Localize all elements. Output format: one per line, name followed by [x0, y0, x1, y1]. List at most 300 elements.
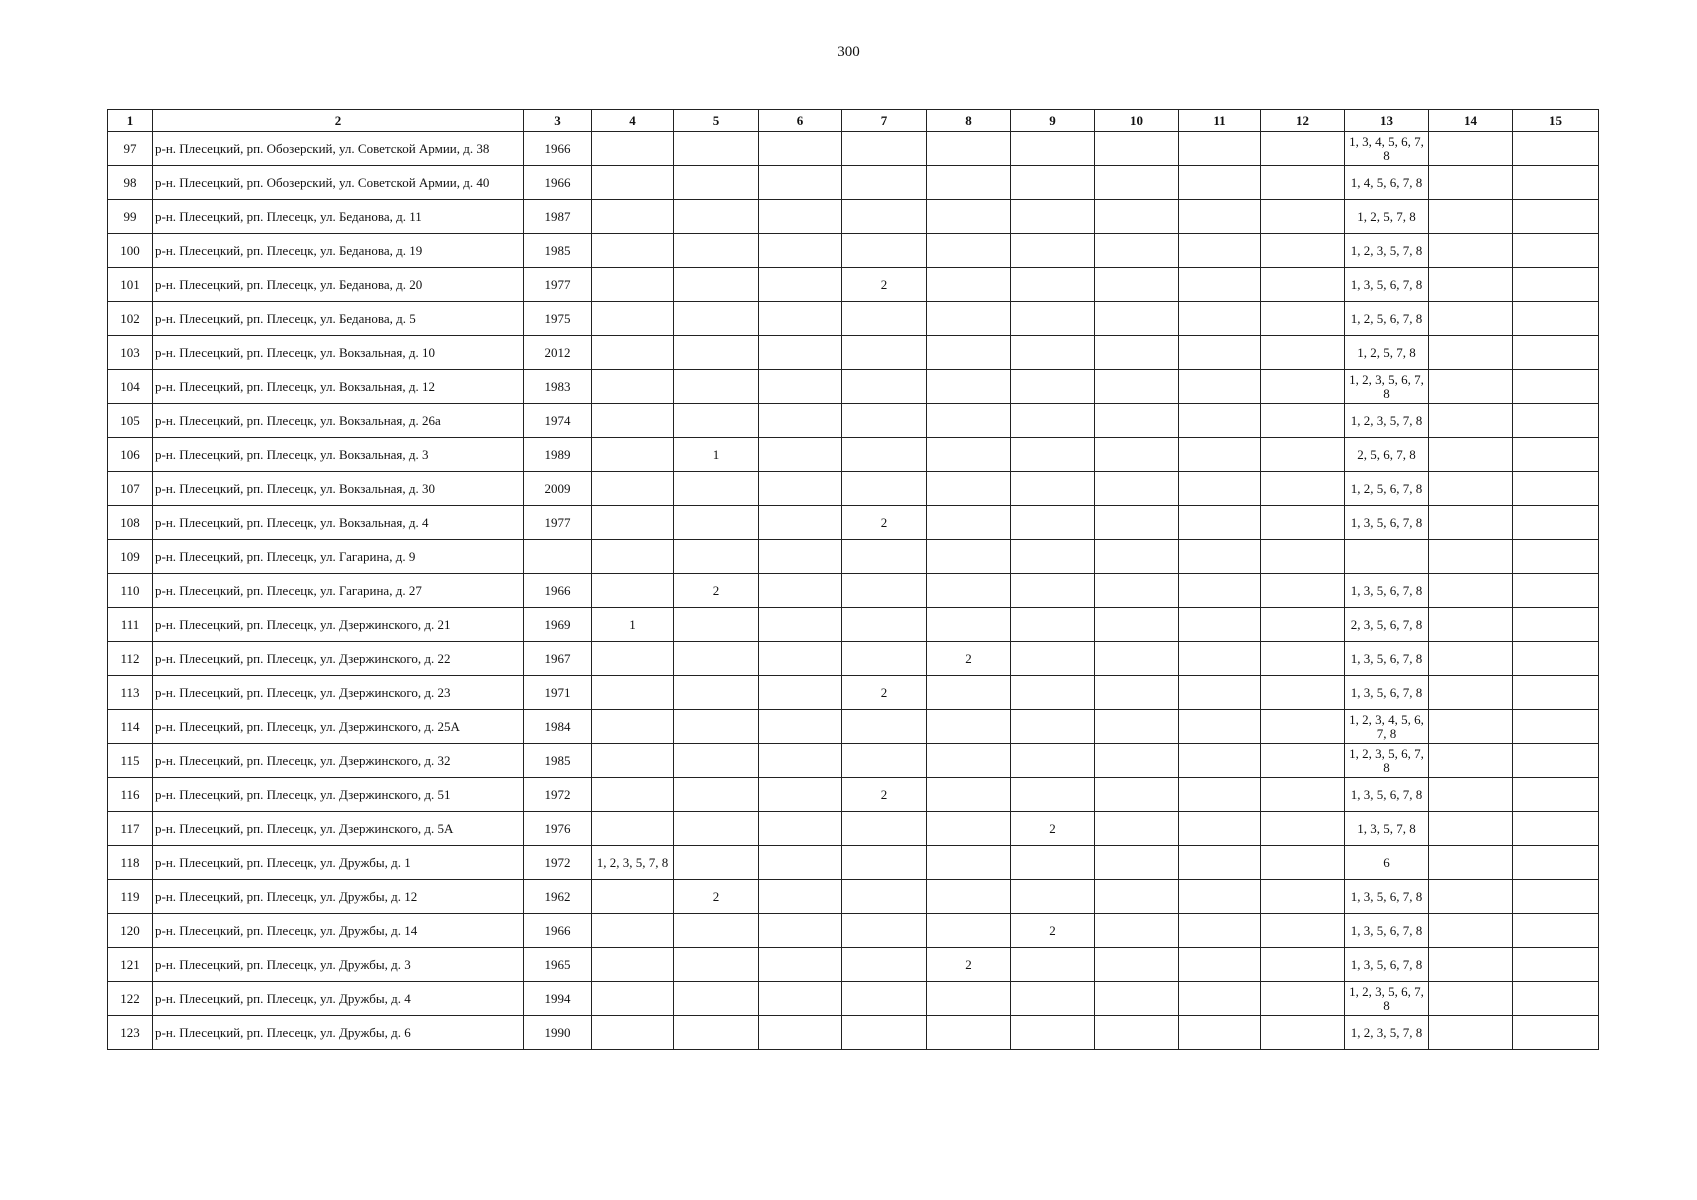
col10-cell	[1095, 812, 1179, 846]
col9-cell	[1011, 268, 1095, 302]
col14-cell	[1429, 200, 1513, 234]
row-number-cell: 98	[108, 166, 153, 200]
col10-cell	[1095, 370, 1179, 404]
col14-cell	[1429, 370, 1513, 404]
col14-cell	[1429, 710, 1513, 744]
col4-cell	[592, 506, 674, 540]
col12-cell	[1261, 234, 1345, 268]
col12-cell	[1261, 506, 1345, 540]
col5-cell	[674, 302, 759, 336]
table-row	[108, 710, 1599, 744]
col8-cell	[927, 1016, 1011, 1050]
address-cell: р-н. Плесецкий, рп. Плесецк, ул. Вокзальная, д. 10	[153, 336, 524, 370]
row-number-cell: 106	[108, 438, 153, 472]
col13-cell	[1345, 540, 1429, 574]
year-cell: 1962	[524, 880, 592, 914]
col10-cell	[1095, 710, 1179, 744]
address-cell: р-н. Плесецкий, рп. Плесецк, ул. Беданова, д. 11	[153, 200, 524, 234]
col15-cell	[1513, 846, 1599, 880]
col9-cell	[1011, 336, 1095, 370]
col5-cell	[674, 370, 759, 404]
col9-cell	[1011, 642, 1095, 676]
col8-cell	[927, 302, 1011, 336]
col8-cell	[927, 166, 1011, 200]
column-header: 15	[1513, 110, 1599, 132]
col7-cell	[842, 744, 927, 778]
col10-cell	[1095, 438, 1179, 472]
col10-cell	[1095, 540, 1179, 574]
col7-cell	[842, 200, 927, 234]
year-cell: 1972	[524, 778, 592, 812]
col12-cell	[1261, 846, 1345, 880]
col14-cell	[1429, 608, 1513, 642]
row-number-cell: 102	[108, 302, 153, 336]
col8-cell	[927, 778, 1011, 812]
col11-cell	[1179, 132, 1261, 166]
year-cell: 1966	[524, 574, 592, 608]
column-header: 6	[759, 110, 842, 132]
col12-cell	[1261, 982, 1345, 1016]
row-number-cell: 116	[108, 778, 153, 812]
col11-cell	[1179, 574, 1261, 608]
col14-cell	[1429, 336, 1513, 370]
col5-cell	[674, 200, 759, 234]
row-number-cell: 123	[108, 1016, 153, 1050]
column-header: 14	[1429, 110, 1513, 132]
table-row	[108, 234, 1599, 268]
col13-cell: 1, 2, 5, 6, 7, 8	[1345, 472, 1429, 506]
col11-cell	[1179, 234, 1261, 268]
page-number: 300	[837, 44, 860, 60]
col5-cell: 2	[674, 880, 759, 914]
housing-table	[107, 109, 1599, 1050]
address-cell: р-н. Плесецкий, рп. Плесецк, ул. Беданова, д. 5	[153, 302, 524, 336]
year-cell: 1977	[524, 506, 592, 540]
col9-cell	[1011, 404, 1095, 438]
row-number-cell: 107	[108, 472, 153, 506]
col11-cell	[1179, 540, 1261, 574]
col6-cell	[759, 336, 842, 370]
col13-cell: 1, 2, 5, 7, 8	[1345, 336, 1429, 370]
col9-cell: 2	[1011, 914, 1095, 948]
table-row	[108, 302, 1599, 336]
col15-cell	[1513, 778, 1599, 812]
col9-cell	[1011, 982, 1095, 1016]
row-number-cell: 105	[108, 404, 153, 438]
col15-cell	[1513, 1016, 1599, 1050]
col9-cell	[1011, 472, 1095, 506]
col6-cell	[759, 676, 842, 710]
year-cell: 1989	[524, 438, 592, 472]
col8-cell	[927, 744, 1011, 778]
col14-cell	[1429, 982, 1513, 1016]
col10-cell	[1095, 268, 1179, 302]
address-cell: р-н. Плесецкий, рп. Плесецк, ул. Вокзальная, д. 4	[153, 506, 524, 540]
col5-cell	[674, 540, 759, 574]
col10-cell	[1095, 404, 1179, 438]
col15-cell	[1513, 574, 1599, 608]
address-cell: р-н. Плесецкий, рп. Плесецк, ул. Вокзальная, д. 30	[153, 472, 524, 506]
col12-cell	[1261, 540, 1345, 574]
col10-cell	[1095, 778, 1179, 812]
col8-cell	[927, 506, 1011, 540]
col15-cell	[1513, 642, 1599, 676]
col12-cell	[1261, 132, 1345, 166]
col7-cell: 2	[842, 778, 927, 812]
col7-cell	[842, 914, 927, 948]
col13-cell: 6	[1345, 846, 1429, 880]
col4-cell	[592, 336, 674, 370]
table-row	[108, 472, 1599, 506]
col7-cell	[842, 132, 927, 166]
col12-cell	[1261, 268, 1345, 302]
col10-cell	[1095, 846, 1179, 880]
col12-cell	[1261, 336, 1345, 370]
col12-cell	[1261, 948, 1345, 982]
address-cell: р-н. Плесецкий, рп. Плесецк, ул. Гагарина, д. 9	[153, 540, 524, 574]
col7-cell	[842, 540, 927, 574]
col14-cell	[1429, 234, 1513, 268]
year-cell: 1969	[524, 608, 592, 642]
col7-cell	[842, 846, 927, 880]
col5-cell: 2	[674, 574, 759, 608]
year-cell: 1965	[524, 948, 592, 982]
col14-cell	[1429, 642, 1513, 676]
col15-cell	[1513, 744, 1599, 778]
col15-cell	[1513, 880, 1599, 914]
col14-cell	[1429, 132, 1513, 166]
col13-cell: 1, 2, 5, 7, 8	[1345, 200, 1429, 234]
col15-cell	[1513, 336, 1599, 370]
col14-cell	[1429, 574, 1513, 608]
col7-cell	[842, 710, 927, 744]
table-row	[108, 132, 1599, 166]
col6-cell	[759, 574, 842, 608]
col9-cell	[1011, 608, 1095, 642]
col4-cell	[592, 914, 674, 948]
col4-cell	[592, 404, 674, 438]
year-cell: 1994	[524, 982, 592, 1016]
col4-cell	[592, 812, 674, 846]
col15-cell	[1513, 370, 1599, 404]
col6-cell	[759, 234, 842, 268]
col6-cell	[759, 472, 842, 506]
col5-cell	[674, 914, 759, 948]
col6-cell	[759, 880, 842, 914]
col14-cell	[1429, 1016, 1513, 1050]
row-number-cell: 108	[108, 506, 153, 540]
address-cell: р-н. Плесецкий, рп. Плесецк, ул. Дружбы, д. 3	[153, 948, 524, 982]
column-header: 11	[1179, 110, 1261, 132]
col9-cell	[1011, 302, 1095, 336]
year-cell: 1974	[524, 404, 592, 438]
col12-cell	[1261, 812, 1345, 846]
col15-cell	[1513, 948, 1599, 982]
address-cell: р-н. Плесецкий, рп. Плесецк, ул. Дружбы, д. 6	[153, 1016, 524, 1050]
col6-cell	[759, 166, 842, 200]
col6-cell	[759, 1016, 842, 1050]
col5-cell	[674, 608, 759, 642]
col7-cell	[842, 642, 927, 676]
col4-cell	[592, 778, 674, 812]
table-row	[108, 948, 1599, 982]
col5-cell	[674, 506, 759, 540]
col7-cell	[842, 608, 927, 642]
col5-cell	[674, 166, 759, 200]
address-cell: р-н. Плесецкий, рп. Плесецк, ул. Дзержинского, д. 32	[153, 744, 524, 778]
col11-cell	[1179, 268, 1261, 302]
col14-cell	[1429, 302, 1513, 336]
col15-cell	[1513, 540, 1599, 574]
col4-cell	[592, 710, 674, 744]
table-row	[108, 914, 1599, 948]
col12-cell	[1261, 404, 1345, 438]
col10-cell	[1095, 948, 1179, 982]
col14-cell	[1429, 540, 1513, 574]
column-header: 10	[1095, 110, 1179, 132]
col14-cell	[1429, 880, 1513, 914]
table-row	[108, 608, 1599, 642]
row-number-cell: 119	[108, 880, 153, 914]
address-cell: р-н. Плесецкий, рп. Плесецк, ул. Вокзальная, д. 26а	[153, 404, 524, 438]
col4-cell: 1, 2, 3, 5, 7, 8	[592, 846, 674, 880]
table-header-row	[108, 110, 1599, 132]
col4-cell	[592, 1016, 674, 1050]
col6-cell	[759, 778, 842, 812]
col15-cell	[1513, 676, 1599, 710]
col10-cell	[1095, 1016, 1179, 1050]
address-cell: р-н. Плесецкий, рп. Плесецк, ул. Дзержинского, д. 51	[153, 778, 524, 812]
col14-cell	[1429, 676, 1513, 710]
address-cell: р-н. Плесецкий, рп. Плесецк, ул. Дзержинского, д. 5А	[153, 812, 524, 846]
col13-cell: 1, 2, 3, 5, 7, 8	[1345, 234, 1429, 268]
col5-cell: 1	[674, 438, 759, 472]
col14-cell	[1429, 404, 1513, 438]
column-header: 12	[1261, 110, 1345, 132]
col10-cell	[1095, 506, 1179, 540]
column-header: 7	[842, 110, 927, 132]
address-cell: р-н. Плесецкий, рп. Плесецк, ул. Гагарина, д. 27	[153, 574, 524, 608]
table-row	[108, 404, 1599, 438]
address-cell: р-н. Плесецкий, рп. Плесецк, ул. Беданова, д. 20	[153, 268, 524, 302]
col5-cell	[674, 744, 759, 778]
col6-cell	[759, 404, 842, 438]
year-cell: 1972	[524, 846, 592, 880]
col5-cell	[674, 982, 759, 1016]
row-number-cell: 110	[108, 574, 153, 608]
col14-cell	[1429, 778, 1513, 812]
year-cell: 1967	[524, 642, 592, 676]
year-cell: 1990	[524, 1016, 592, 1050]
row-number-cell: 97	[108, 132, 153, 166]
row-number-cell: 113	[108, 676, 153, 710]
col11-cell	[1179, 948, 1261, 982]
col6-cell	[759, 438, 842, 472]
col11-cell	[1179, 404, 1261, 438]
col4-cell	[592, 540, 674, 574]
address-cell: р-н. Плесецкий, рп. Плесецк, ул. Беданова, д. 19	[153, 234, 524, 268]
col14-cell	[1429, 744, 1513, 778]
col10-cell	[1095, 914, 1179, 948]
col13-cell: 1, 3, 5, 6, 7, 8	[1345, 948, 1429, 982]
year-cell: 1966	[524, 166, 592, 200]
col15-cell	[1513, 200, 1599, 234]
col11-cell	[1179, 506, 1261, 540]
col9-cell	[1011, 710, 1095, 744]
col11-cell	[1179, 472, 1261, 506]
year-cell	[524, 540, 592, 574]
col8-cell	[927, 914, 1011, 948]
col7-cell: 2	[842, 268, 927, 302]
table-row	[108, 268, 1599, 302]
col4-cell	[592, 472, 674, 506]
col6-cell	[759, 846, 842, 880]
col13-cell: 1, 3, 5, 6, 7, 8	[1345, 574, 1429, 608]
row-number-cell: 111	[108, 608, 153, 642]
col7-cell	[842, 1016, 927, 1050]
col15-cell	[1513, 982, 1599, 1016]
col9-cell	[1011, 132, 1095, 166]
col13-cell: 1, 3, 5, 6, 7, 8	[1345, 880, 1429, 914]
col6-cell	[759, 608, 842, 642]
column-header: 1	[108, 110, 153, 132]
col5-cell	[674, 132, 759, 166]
table-row	[108, 642, 1599, 676]
column-header: 8	[927, 110, 1011, 132]
col9-cell	[1011, 948, 1095, 982]
year-cell: 1985	[524, 234, 592, 268]
table-row	[108, 370, 1599, 404]
col8-cell	[927, 336, 1011, 370]
col10-cell	[1095, 336, 1179, 370]
col8-cell	[927, 676, 1011, 710]
col5-cell	[674, 642, 759, 676]
col5-cell	[674, 404, 759, 438]
col9-cell	[1011, 1016, 1095, 1050]
col6-cell	[759, 982, 842, 1016]
col14-cell	[1429, 472, 1513, 506]
address-cell: р-н. Плесецкий, рп. Плесецк, ул. Вокзальная, д. 12	[153, 370, 524, 404]
col8-cell	[927, 812, 1011, 846]
col11-cell	[1179, 982, 1261, 1016]
col8-cell	[927, 132, 1011, 166]
col8-cell	[927, 234, 1011, 268]
col8-cell	[927, 404, 1011, 438]
address-cell: р-н. Плесецкий, рп. Плесецк, ул. Дружбы, д. 14	[153, 914, 524, 948]
col4-cell	[592, 744, 674, 778]
col13-cell: 1, 4, 5, 6, 7, 8	[1345, 166, 1429, 200]
year-cell: 1985	[524, 744, 592, 778]
col15-cell	[1513, 234, 1599, 268]
row-number-cell: 114	[108, 710, 153, 744]
col11-cell	[1179, 642, 1261, 676]
col8-cell	[927, 608, 1011, 642]
col15-cell	[1513, 302, 1599, 336]
col8-cell	[927, 880, 1011, 914]
col4-cell	[592, 268, 674, 302]
address-cell: р-н. Плесецкий, рп. Обозерский, ул. Советской Армии, д. 38	[153, 132, 524, 166]
table-row	[108, 812, 1599, 846]
col13-cell: 1, 2, 3, 5, 6, 7, 8	[1345, 370, 1429, 404]
col15-cell	[1513, 132, 1599, 166]
col8-cell	[927, 574, 1011, 608]
year-cell: 1984	[524, 710, 592, 744]
address-cell: р-н. Плесецкий, рп. Плесецк, ул. Дружбы, д. 12	[153, 880, 524, 914]
year-cell: 1971	[524, 676, 592, 710]
col11-cell	[1179, 914, 1261, 948]
address-cell: р-н. Плесецкий, рп. Обозерский, ул. Советской Армии, д. 40	[153, 166, 524, 200]
col5-cell	[674, 268, 759, 302]
col12-cell	[1261, 200, 1345, 234]
col11-cell	[1179, 846, 1261, 880]
col7-cell	[842, 812, 927, 846]
col11-cell	[1179, 676, 1261, 710]
col5-cell	[674, 336, 759, 370]
col9-cell: 2	[1011, 812, 1095, 846]
row-number-cell: 121	[108, 948, 153, 982]
col11-cell	[1179, 812, 1261, 846]
col6-cell	[759, 302, 842, 336]
col10-cell	[1095, 574, 1179, 608]
address-cell: р-н. Плесецкий, рп. Плесецк, ул. Дзержинского, д. 22	[153, 642, 524, 676]
col10-cell	[1095, 608, 1179, 642]
table-row	[108, 336, 1599, 370]
col9-cell	[1011, 744, 1095, 778]
year-cell: 2012	[524, 336, 592, 370]
col6-cell	[759, 506, 842, 540]
col9-cell	[1011, 880, 1095, 914]
year-cell: 1977	[524, 268, 592, 302]
col5-cell	[674, 676, 759, 710]
col15-cell	[1513, 438, 1599, 472]
year-cell: 1966	[524, 914, 592, 948]
col7-cell	[842, 234, 927, 268]
year-cell: 1966	[524, 132, 592, 166]
table-row	[108, 778, 1599, 812]
col9-cell	[1011, 846, 1095, 880]
col13-cell: 1, 3, 5, 6, 7, 8	[1345, 268, 1429, 302]
col15-cell	[1513, 268, 1599, 302]
col7-cell	[842, 166, 927, 200]
col7-cell: 2	[842, 676, 927, 710]
col9-cell	[1011, 778, 1095, 812]
col12-cell	[1261, 778, 1345, 812]
col8-cell	[927, 200, 1011, 234]
col8-cell	[927, 472, 1011, 506]
col8-cell: 2	[927, 948, 1011, 982]
col9-cell	[1011, 676, 1095, 710]
col13-cell: 1, 3, 4, 5, 6, 7, 8	[1345, 132, 1429, 166]
col9-cell	[1011, 200, 1095, 234]
col4-cell	[592, 370, 674, 404]
col8-cell	[927, 710, 1011, 744]
col4-cell	[592, 676, 674, 710]
year-cell: 1975	[524, 302, 592, 336]
row-number-cell: 101	[108, 268, 153, 302]
col13-cell: 2, 5, 6, 7, 8	[1345, 438, 1429, 472]
col5-cell	[674, 1016, 759, 1050]
col14-cell	[1429, 914, 1513, 948]
column-header: 9	[1011, 110, 1095, 132]
col13-cell: 1, 3, 5, 6, 7, 8	[1345, 506, 1429, 540]
col11-cell	[1179, 1016, 1261, 1050]
col12-cell	[1261, 302, 1345, 336]
col10-cell	[1095, 676, 1179, 710]
col14-cell	[1429, 268, 1513, 302]
col11-cell	[1179, 302, 1261, 336]
col7-cell	[842, 948, 927, 982]
col12-cell	[1261, 744, 1345, 778]
